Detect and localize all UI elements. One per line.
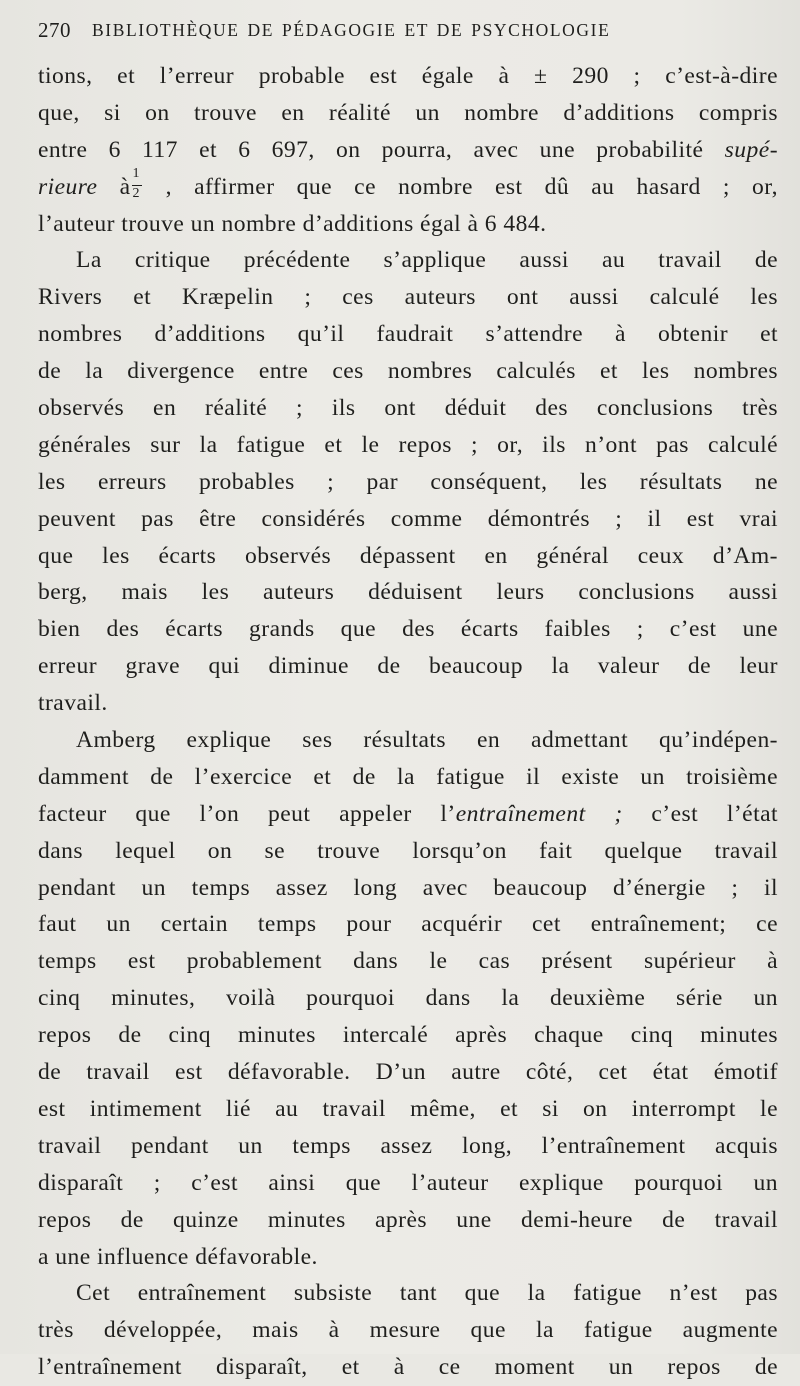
text-line: peuvent pas être considérés comme démontrés ; il est vrai: [38, 505, 778, 532]
paragraph-start-line: Amberg explique ses résultats en admettant qu’indépen-: [76, 727, 778, 754]
text-line: travail pendant un temps assez long, l’entraînement acquis: [38, 1132, 778, 1159]
fraction-numerator: 1: [132, 165, 140, 181]
text-line: erreur grave qui diminue de beaucoup la valeur de leur: [38, 653, 778, 680]
text-line: bien des écarts grands que des écarts faibles ; c’est une: [38, 616, 778, 643]
text-line: berg, mais les auteurs déduisent leurs conclusions aussi: [38, 579, 778, 606]
text-line: dans lequel on se trouve lorsqu’on fait quelque travail: [38, 837, 778, 864]
text-line: faut un certain temps pour acquérir cet entraînement; ce: [38, 911, 778, 938]
text-line: très développée, mais à mesure que la fatigue augmente: [38, 1317, 778, 1344]
text-line: temps est probablement dans le cas présent supérieur à: [38, 948, 778, 975]
text-line: disparaît ; c’est ainsi que l’auteur explique pourquoi un: [38, 1169, 778, 1196]
text-span: , affirmer que ce nombre est dû au hasard ; or,: [143, 173, 778, 200]
body-text: [38, 58, 778, 1386]
paragraph-start-line: Cet entraînement subsiste tant que la fatigue n’est pas: [76, 1280, 778, 1307]
text-line: [38, 796, 778, 833]
text-line: de travail est défavorable. D’un autre côté, cet état émotif: [38, 1059, 778, 1086]
text-line: cinq minutes, voilà pourquoi dans la deuxième série un: [38, 985, 778, 1012]
text-span: l’: [440, 800, 456, 827]
text-line: l’entraînement disparaît, et à ce moment un repos de: [38, 1354, 778, 1381]
italic-text: supé-: [724, 136, 778, 163]
text-line: que, si on trouve en réalité un nombre d’additions compris: [38, 99, 778, 126]
text-span: facteur que l’on peut appeler: [38, 800, 441, 827]
text-line: tions, et l’erreur probable est égale à ± 290 ; c’est-à-dire: [38, 63, 778, 89]
text-span: c’est l’état: [622, 800, 778, 827]
page-header: [38, 18, 778, 48]
italic-text: rieure: [38, 173, 98, 200]
text-line: [38, 132, 778, 169]
text-span: à: [97, 173, 131, 200]
text-line: [38, 165, 778, 206]
text-line: Rivers et Kræpelin ; ces auteurs ont aussi calculé les: [38, 284, 778, 311]
text-line: repos de cinq minutes intercalé après chaque cinq minutes: [38, 1022, 778, 1049]
text-line: damment de l’exercice et de la fatigue il existe un troisième: [38, 763, 778, 790]
text-line: travail.: [38, 690, 108, 717]
text-line: a une influence défavorable.: [38, 1243, 318, 1270]
text-line: de la divergence entre ces nombres calculés et les nombres: [38, 358, 778, 385]
text-line: les erreurs probables ; par conséquent, les résultats ne: [38, 468, 778, 495]
text-span: entre 6 117 et 6 697, on pourra, avec une probabilité: [38, 136, 725, 163]
text-line: pendant un temps assez long avec beaucoup d’énergie ; il: [38, 874, 778, 901]
text-line: observés en réalité ; ils ont déduit des conclusions très: [38, 395, 778, 422]
italic-text: entraînement ;: [455, 800, 623, 827]
paragraph-start-line: La critique précédente s’applique aussi au travail de: [76, 247, 778, 274]
text-line: générales sur la fatigue et le repos ; or, ils n’ont pas calculé: [38, 431, 778, 458]
text-line: que les écarts observés dépassent en général ceux d’Am-: [38, 542, 778, 569]
text-line: l’auteur trouve un nombre d’additions égal à 6 484.: [38, 210, 547, 237]
running-title: BIBLIOTHÈQUE DE PÉDAGOGIE ET DE PSYCHOLOGIE: [92, 20, 611, 40]
fraction-denominator: 2: [132, 185, 140, 201]
page-number: 270: [38, 18, 71, 42]
text-line: repos de quinze minutes après une demi-heure de travail: [38, 1206, 778, 1233]
fraction: [132, 165, 142, 201]
text-line: nombres d’additions qu’il faudrait s’attendre à obtenir et: [38, 321, 778, 348]
text-line: est intimement lié au travail même, et si on interrompt le: [38, 1095, 778, 1122]
